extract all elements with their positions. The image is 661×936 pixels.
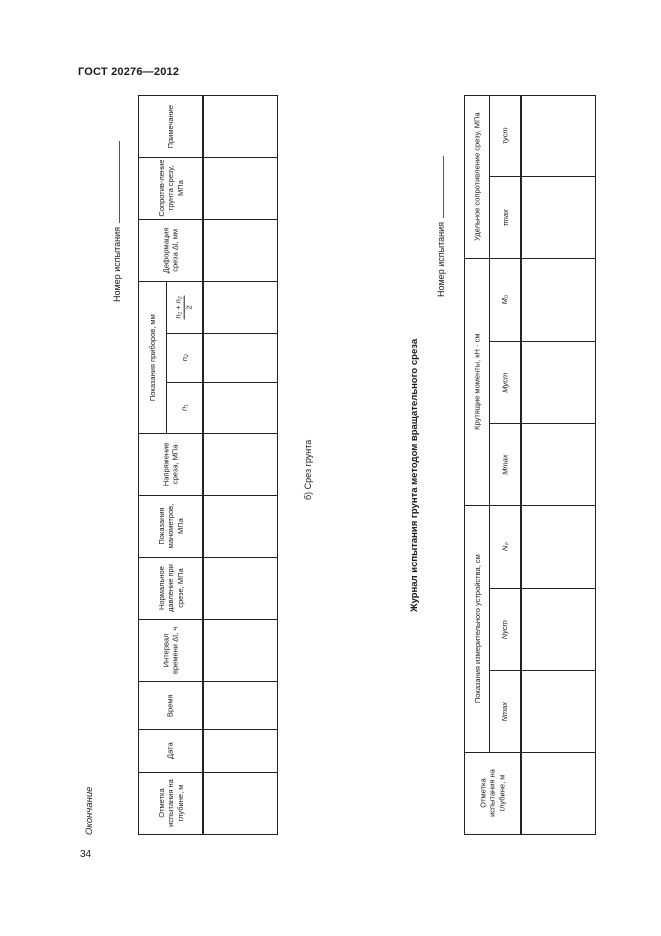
test-number-label-left: Номер испытания — [112, 141, 122, 302]
col-date-header: Дата — [165, 742, 175, 760]
table-caption: б) Срез грунта — [303, 439, 313, 500]
col-interval-header: Интервал времени Δt, ч — [161, 626, 180, 675]
col-normal-pressure-header: Нормальное давление при срезе, МПа — [156, 564, 185, 613]
col-mean-header: n₁ + n₂ 2 — [174, 296, 195, 319]
col-nust-header: Nуст — [500, 619, 510, 640]
col-m0-header: M₀ — [500, 295, 510, 305]
fill-in-line — [436, 156, 444, 218]
col-resistance-header: Сопротив-ление грунта срезу, МПа — [156, 160, 185, 217]
col-device-header: Показания измерительного устройства, см — [472, 554, 482, 704]
journal-title: Журнал испытания грунта методом вращательного среза — [409, 338, 420, 612]
page-number: 34 — [80, 849, 92, 860]
col-nmax-header: Nmax — [500, 701, 510, 722]
col-instruments-header: Показания приборов, мм — [147, 314, 157, 401]
col-n2-header: n₂ — [179, 354, 189, 362]
col-tauust-header: τуст — [500, 127, 510, 145]
col-must-header: Mуст — [500, 372, 510, 393]
col-deformation-header: Деформация среза Δl, мм — [161, 227, 180, 274]
col-manometer-header: Показания манометров, МПа — [156, 504, 185, 549]
fill-in-line — [112, 141, 120, 223]
document-header: ГОСТ 20276—2012 — [78, 66, 180, 78]
col-moments-header: Крутящие моменты, кН · см — [472, 333, 482, 431]
col-depth-header: Отметка испытания на глубине, м — [156, 779, 185, 828]
col-mmax-header: Mmax — [500, 454, 510, 475]
col-resistance-header: Удельное сопротивление срезу, МПа — [472, 112, 482, 242]
col-time-header: Время — [165, 694, 175, 717]
test-number-label-right: Номер испытания — [436, 156, 446, 297]
col-taumax-header: τmax — [500, 209, 510, 226]
col-shear-stress-header: Напряжение среза, МПа — [161, 442, 180, 487]
col-note-header: Примечание — [165, 104, 175, 149]
col-depth-header: Отметка испытания на глубине, м — [478, 769, 507, 818]
col-n1-header: n₁ — [179, 404, 189, 412]
col-n0-header: N₀ — [500, 542, 510, 552]
continued-label: Окончание — [84, 786, 95, 835]
